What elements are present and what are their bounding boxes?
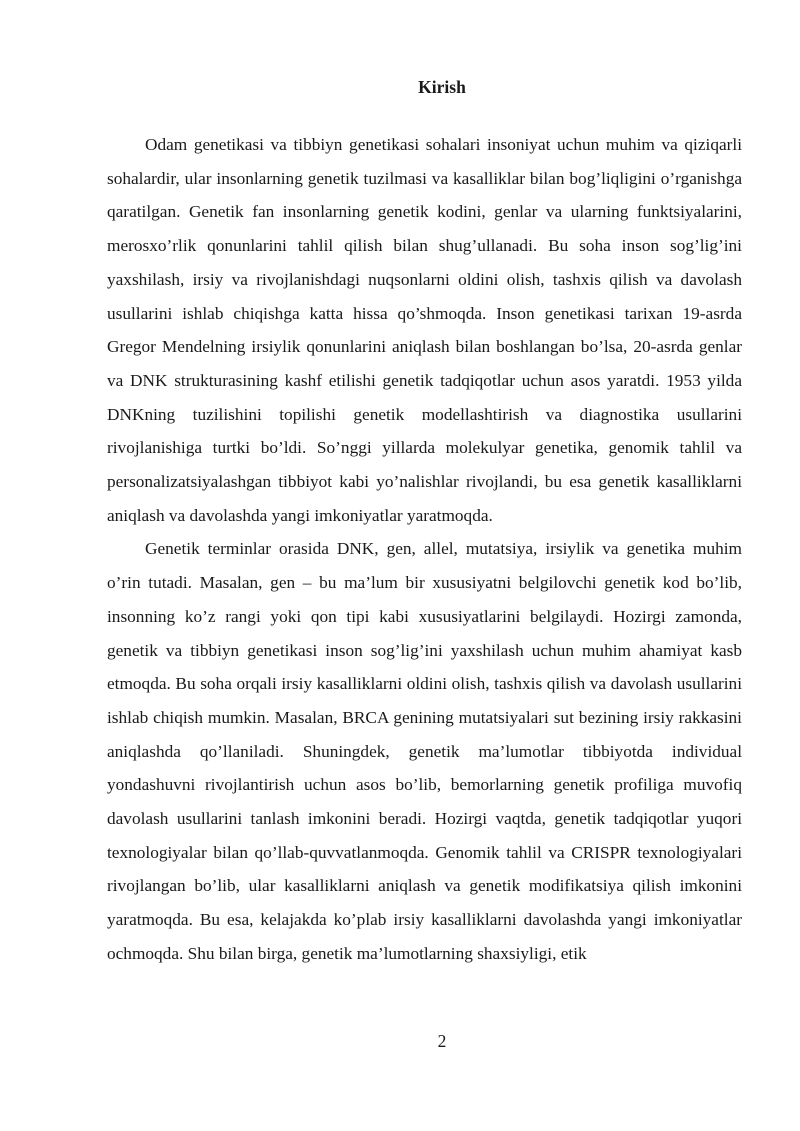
page-title: Kirish: [418, 77, 466, 97]
page-number: 2: [437, 1031, 447, 1051]
body-text: [107, 128, 742, 971]
paragraph-genetic-terms: Genetik terminlar orasida DNK, gen, allel, mutatsiya, irsiylik va genetika muhim o’rin tutadi. Masalan, gen – bu ma’lum bir xususiyatni belgilovchi genetik kod bo’lib, insonning ko’z rangi yoki qon tipi kabi xususiyatlarini belgilaydi. Hozirgi zamonda, genetik va tibbiyn genetikasi inson sog’lig’ini yaxshilash uchun muhim ahamiyat kasb etmoqda. Bu soha orqali irsiy kasalliklarni oldini olish, tashxis qilish va davolash usullarini ishlab chiqish mumkin. Masalan, BRCA genining mutatsiyalari sut bezining irsiy rakkasini aniqlashda qo’llaniladi. Shuningdek, genetik ma’lumotlar tibbiyotda individual yondashuvni rivojlantirish uchun asos bo’lib, bemorlarning genetik profiliga muvofiq davolash usullarini tanlash imkonini beradi. Hozirgi vaqtda, genetik tadqiqotlar yuqori texnologiyalar bilan qo’llab-quvvatlanmoqda. Genomik tahlil va CRISPR texnologiyalari rivojlangan bo’lib, ular kasalliklarni aniqlash va genetik modifikatsiya qilish imkonini yaratmoqda. Bu esa, kelajakda ko’plab irsiy kasalliklarni davolashda yangi imkoniyatlar ochmoqda. Shu bilan birga, genetik ma’lumotlarning shaxsiyligi, etik: [107, 539, 742, 963]
paragraph-introduction: Odam genetikasi va tibbiyn genetikasi sohalari insoniyat uchun muhim va qiziqarli sohalardir, ular insonlarning genetik tuzilmasi va kasalliklar bilan bog’liqligini o’rganishga qaratilgan. Genetik fan insonlarning genetik kodini, genlar va ularning funktsiyalarini, merosxo’rlik qonunlarini tahlil qilish bilan shug’ullanadi. Bu soha inson sog’lig’ini yaxshilash, irsiy va rivojlanishdagi nuqsonlarni oldini olish, tashxis qilish va davolash usullarini ishlab chiqishga katta hissa qo’shmoqda. Inson genetikasi tarixan 19-asrda Gregor Mendelning irsiylik qonunlarini aniqlash bilan boshlangan bo’lsa, 20-asrda genlar va DNK strukturasining kashf etilishi genetik tadqiqotlar uchun asos yaratdi. 1953 yilda DNKning tuzilishini topilishi genetik modellashtirish va diagnostika usullarini rivojlanishiga turtki bo’ldi. So’nggi yillarda molekulyar genetika, genomik tahlil va personalizatsiyalashgan tibbiyot kabi yo’nalishlar rivojlandi, bu esa genetik kasalliklarni aniqlash va davolashda yangi imkoniyatlar yaratmoqda.: [107, 135, 742, 525]
